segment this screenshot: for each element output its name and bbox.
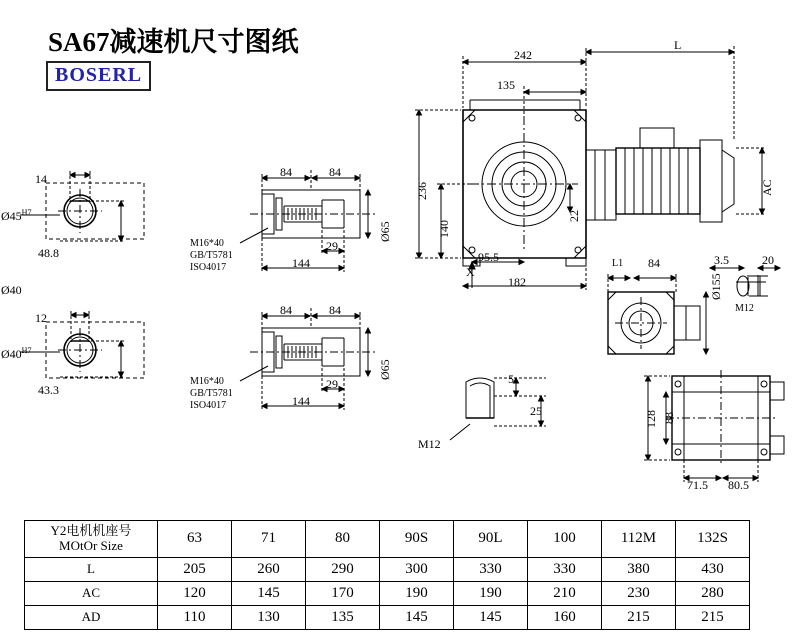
cell-AD-5: 160 [528,605,602,629]
label-dim-71-5: 71.5 [687,478,708,492]
label-dim-242: 242 [514,48,532,62]
cell-AD-4: 145 [454,605,528,629]
label-shaft-bot-84b: 84 [329,303,341,317]
label-dim-3-5: 3.5 [714,253,729,267]
table-row [25,557,750,581]
cell-AC-6: 230 [602,581,676,605]
cell-L-3: 300 [380,557,454,581]
cell-AD-6: 215 [602,605,676,629]
label-dim-128: 128 [644,410,658,428]
label-dim-135: 135 [497,78,515,92]
label-dim-22: 22 [567,210,581,222]
label-height-43-3: 43.3 [38,383,59,397]
label-dim-AC: AC [760,179,774,196]
label-shaft-bot-dia65: Ø65 [378,359,392,380]
label-key-width-bottom: 12 [35,311,47,325]
table-row [25,581,750,605]
label-dim-20: 20 [762,253,774,267]
label-shaft-top-84b: 84 [329,165,341,179]
label-dim-140: 140 [437,220,451,238]
cell-AC-1: 145 [232,581,306,605]
label-shaft-bot-144: 144 [292,394,310,408]
cell-AC-3: 190 [380,581,454,605]
cell-L-1: 260 [232,557,306,581]
table-row-header-cell [25,521,158,558]
cell-AC-7: 280 [676,581,750,605]
motor-size-table [24,520,750,630]
label-shaft-top-dia65: Ø65 [378,221,392,242]
table-col-0: 63 [158,521,232,558]
label-height-48-8: 48.8 [38,246,59,260]
row-header-line-1: Y2电机机座号 [50,523,132,538]
label-dim-5: 5 [508,372,514,386]
cell-L-5: 330 [528,557,602,581]
cell-L-4: 330 [454,557,528,581]
row-header-line-2: MOtOr Size [59,537,123,553]
row-label-AD: AD [25,605,158,629]
label-shaft-top-29: 29 [326,239,338,253]
label-bolt-spec-bot-2: GB/T5781 [190,388,233,399]
label-dim-95-5: 95.5 [478,250,499,264]
label-bore-dia-top: $Ø45^{H7}$ [1,208,32,223]
label-dim-L1: L1 [612,258,624,269]
cell-L-0: 205 [158,557,232,581]
aux-flange-view [608,266,780,355]
cell-AD-3: 145 [380,605,454,629]
table-col-1: 71 [232,521,306,558]
cell-AC-2: 170 [306,581,380,605]
cell-AD-1: 130 [232,605,306,629]
table-row [25,605,750,629]
label-dim-L: L [674,38,682,52]
label-thread-m12-key: M12 [418,437,441,451]
brand-logo-text: BOSERL [55,64,143,86]
row-label-AC: AC [25,581,158,605]
label-shaft-top-84a: 84 [280,165,292,179]
label-bolt-spec-top-1: M16*40 [190,238,224,249]
table-col-2: 80 [306,521,380,558]
label-shaft-bot-84a: 84 [280,303,292,317]
label-dia-155: Ø155 [709,273,723,300]
row-label-L: L [25,557,158,581]
label-bolt-spec-bot-3: ISO4017 [190,400,227,411]
cell-L-6: 380 [602,557,676,581]
cell-AD-7: 215 [676,605,750,629]
table-col-3: 90S [380,521,454,558]
label-dim-84-aux: 84 [648,256,660,270]
cell-L-2: 290 [306,557,380,581]
label-shaft-bot-29: 29 [326,377,338,391]
label-shaft-top-144: 144 [292,256,310,270]
base-plate-view [644,370,784,482]
label-bore-dia-bottom: $Ø40^{H7}$ [1,346,32,361]
cell-AD-2: 135 [306,605,380,629]
label-dim-88: 88 [662,412,676,424]
page-title: SA67减速机尺寸图纸 [48,27,299,57]
table-col-6: 112M [602,521,676,558]
cell-L-7: 430 [676,557,750,581]
label-shaft-dia-40: Ø40 [1,283,22,297]
table-col-5: 100 [528,521,602,558]
label-thread-m12-aux: M12 [735,303,754,314]
label-dim-80-5: 80.5 [728,478,749,492]
cell-AC-5: 210 [528,581,602,605]
table-header-row [25,521,750,558]
label-dim-25: 25 [530,404,542,418]
table-col-7: 132S [676,521,750,558]
label-dim-236: 236 [415,182,429,200]
cell-AC-0: 120 [158,581,232,605]
cell-AD-0: 110 [158,605,232,629]
label-bolt-spec-top-2: GB/T5781 [190,250,233,261]
label-key-width-top: 14 [35,172,47,186]
cell-AC-4: 190 [454,581,528,605]
label-bolt-spec-top-3: ISO4017 [190,262,227,273]
label-dim-182: 182 [508,275,526,289]
label-mark-X: X [466,265,475,279]
label-bolt-spec-bot-1: M16*40 [190,376,224,387]
table-col-4: 90L [454,521,528,558]
